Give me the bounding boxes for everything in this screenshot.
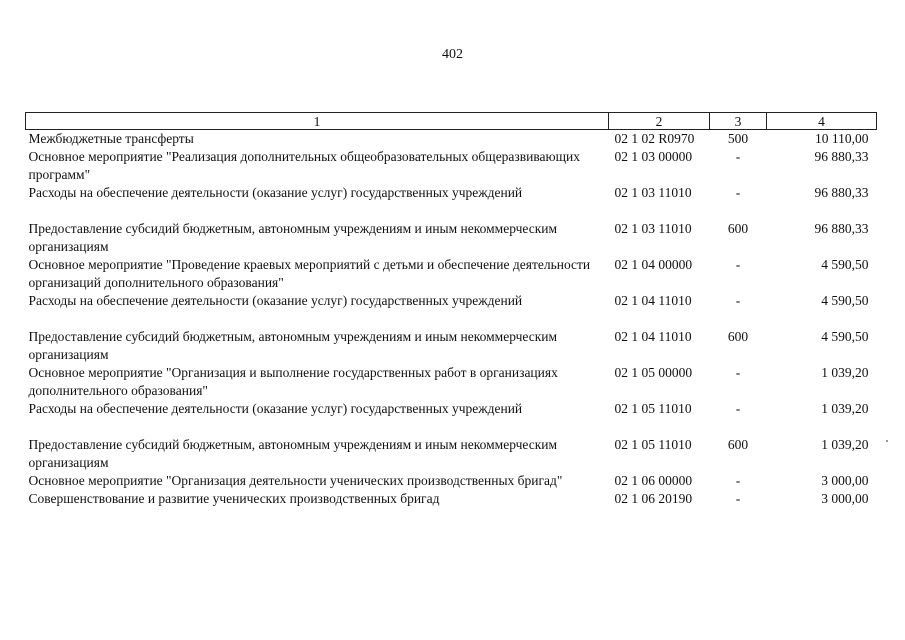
row-name-cell: Совершенствование и развитие ученических производственных бригад [28,491,440,506]
row-expense-type-cell: - [735,185,741,200]
row-expense-type-cell: 600 [727,437,749,452]
row-code-cell: 02 1 02 R0970 [614,131,695,146]
row-code-cell: 02 1 04 11010 [614,329,692,344]
row-amount-cell: 1 039,20 [821,437,869,452]
row-name-cell: Предоставление субсидий бюджетным, автономным учреждениям и иным некоммерческим организациям [28,221,558,254]
row-name-cell: Предоставление субсидий бюджетным, автономным учреждениям и иным некоммерческим организациям [28,329,558,362]
budget-table [25,112,877,508]
header-cell-3: 3 [710,113,767,130]
header-cell-4: 4 [767,113,877,130]
row-name-cell: Расходы на обеспечение деятельности (оказание услуг) государственных учреждений [28,185,523,200]
row-amount-cell: 96 880,33 [814,185,869,200]
table-row [26,256,877,292]
row-name-cell: Расходы на обеспечение деятельности (оказание услуг) государственных учреждений [28,293,523,308]
row-expense-type-cell: - [735,293,741,308]
row-amount-cell: 4 590,50 [821,329,869,344]
table-row [26,472,877,490]
table-row [26,184,877,220]
row-expense-type-cell: - [735,257,741,272]
row-name-cell: Межбюджетные трансферты [28,131,194,146]
row-code-cell: 02 1 06 20190 [614,491,693,506]
row-expense-type-cell: - [735,149,741,164]
row-amount-cell: 3 000,00 [821,473,869,488]
row-amount-cell: 96 880,33 [814,221,869,236]
row-name-cell: Основное мероприятие "Организация и выполнение государственных работ в организациях дополнительного образования" [28,365,558,398]
table-row [26,292,877,328]
row-code-cell: 02 1 06 00000 [614,473,693,488]
table-row [26,220,877,256]
row-amount-cell: 1 039,20 [821,401,869,416]
row-expense-type-cell: - [735,365,741,380]
row-expense-type-cell: 500 [727,131,749,146]
row-code-cell: 02 1 05 00000 [614,365,693,380]
row-code-cell: 02 1 03 11010 [614,185,692,200]
row-expense-type-cell: 600 [727,221,749,236]
row-amount-cell: 96 880,33 [814,149,869,164]
row-expense-type-cell: - [735,491,741,506]
header-row [26,113,877,130]
row-amount-cell: 10 110,00 [815,131,869,146]
table-row [26,436,877,472]
row-expense-type-cell: - [735,401,741,416]
table-row [26,148,877,184]
header-cell-2: 2 [609,113,710,130]
row-name-cell: Основное мероприятие "Организация деятельности ученических производственных бригад" [28,473,563,488]
table-row [26,328,877,364]
row-code-cell: 02 1 04 11010 [614,293,692,308]
scan-speck [886,440,888,442]
row-code-cell: 02 1 03 11010 [614,221,692,236]
table-row [26,400,877,436]
page-number: 402 [442,47,463,62]
row-amount-cell: 4 590,50 [821,257,869,272]
row-name-cell: Расходы на обеспечение деятельности (оказание услуг) государственных учреждений [28,401,523,416]
row-code-cell: 02 1 05 11010 [614,437,692,452]
row-code-cell: 02 1 03 00000 [614,149,693,164]
row-amount-cell: 3 000,00 [821,491,869,506]
row-name-cell: Основное мероприятие "Реализация дополнительных общеобразовательных общеразвивающих программ" [28,149,581,182]
table-row [26,490,877,508]
row-code-cell: 02 1 05 11010 [614,401,692,416]
table-row [26,130,877,149]
row-expense-type-cell: - [735,473,741,488]
table-row [26,364,877,400]
row-amount-cell: 1 039,20 [821,365,869,380]
row-name-cell: Основное мероприятие "Проведение краевых мероприятий с детьми и обеспечение деятельности организаций дополнительного образования" [28,257,591,290]
row-expense-type-cell: 600 [727,329,749,344]
row-code-cell: 02 1 04 00000 [614,257,693,272]
header-cell-1: 1 [26,113,609,130]
table-body [26,130,877,509]
row-amount-cell: 4 590,50 [821,293,869,308]
row-name-cell: Предоставление субсидий бюджетным, автономным учреждениям и иным некоммерческим организациям [28,437,558,470]
